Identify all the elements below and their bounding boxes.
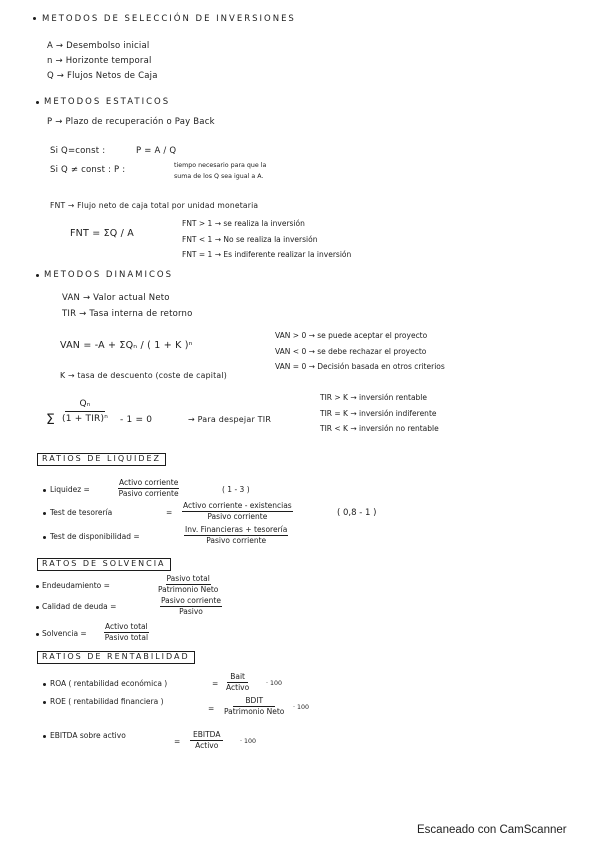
ebitda-eq: = — [174, 737, 181, 746]
endeudamiento-numerator: Pasivo total — [166, 574, 210, 583]
van-rule-lt: VAN < 0 → se debe rechazar el proyecto — [275, 347, 427, 356]
k-def: K → tasa de descuento (coste de capital) — [60, 371, 228, 380]
roa-label: ROA ( rentabilidad económica ) — [50, 679, 168, 688]
tir-rule-gt: TIR > K → inversión rentable — [320, 393, 427, 402]
section-title-rentabilidad: RATIOS DE RENTABILIDAD — [37, 651, 195, 664]
roe-fraction — [224, 697, 284, 715]
bullet — [43, 683, 46, 686]
calidad-label: Calidad de deuda = — [42, 602, 117, 611]
bullet — [43, 512, 46, 515]
fnt-rule-eq: FNT = 1 → Es indiferente realizar la inversión — [182, 250, 352, 259]
liquidez-denominator: Pasivo corriente — [118, 488, 179, 498]
bullet — [36, 606, 39, 609]
fnt-def: FNT → Flujo neto de caja total por unidad monetaria — [50, 201, 259, 210]
van-def: VAN → Valor actual Neto — [62, 293, 170, 303]
roe-label: ROE ( rentabilidad financiera ) — [50, 697, 164, 706]
tir-def: TIR → Tasa interna de retorno — [62, 309, 193, 319]
bullet — [36, 101, 39, 104]
tesoreria-range: ( 0,8 - 1 ) — [337, 508, 377, 518]
tir-sum-symbol: Σ — [46, 412, 55, 428]
roe-denominator: Patrimonio Neto — [224, 706, 285, 716]
tesoreria-eq: = — [166, 508, 173, 517]
solvencia-denominator: Pasivo total — [104, 632, 149, 642]
calidad-fraction — [160, 597, 222, 615]
van-rule-gt: VAN > 0 → se puede aceptar el proyecto — [275, 331, 428, 340]
van-rule-eq: VAN = 0 → Decisión basada en otros criterios — [275, 362, 445, 371]
endeudamiento-fraction — [158, 575, 218, 593]
solvencia-label: Solvencia = — [42, 629, 87, 638]
case1-result: P = A / Q — [136, 146, 177, 156]
liquidez-numerator: Activo corriente — [119, 478, 179, 487]
section-title-liquidez: RATIOS DE LIQUIDEZ — [37, 453, 166, 466]
disponibilidad-numerator: Inv. Financieras + tesorería — [185, 525, 288, 534]
tesoreria-denominator: Pasivo corriente — [207, 511, 268, 521]
case2-result-line1: tiempo necesario para que la — [174, 162, 267, 169]
bullet — [43, 735, 46, 738]
tesoreria-numerator: Activo corriente - existencias — [183, 501, 292, 510]
def-n: n → Horizonte temporal — [47, 56, 152, 66]
fnt-rule-lt: FNT < 1 → No se realiza la inversión — [182, 235, 318, 244]
bullet — [43, 701, 46, 704]
liquidez-range: ( 1 - 3 ) — [222, 485, 250, 494]
tir-rule-lt: TIR < K → inversión no rentable — [320, 424, 439, 433]
roa-fraction — [226, 673, 249, 691]
roe-eq: = — [208, 704, 215, 713]
solvencia-fraction — [104, 623, 149, 641]
bullet — [43, 536, 46, 539]
ebitda-denominator: Activo — [195, 740, 219, 750]
solvencia-numerator: Activo total — [105, 622, 148, 631]
bullet — [33, 17, 36, 20]
roe-numerator: BDIT — [233, 697, 275, 707]
bullet — [43, 489, 46, 492]
tir-purpose: → Para despejar TIR — [188, 415, 272, 424]
case2-result-line2: suma de los Q sea igual a A. — [174, 173, 264, 180]
ebitda-multiplier: · 100 — [240, 738, 257, 745]
roa-eq: = — [212, 679, 219, 688]
tir-denominator: (1 + TIR)ⁿ — [62, 414, 109, 424]
tir-numerator: Qₙ — [65, 400, 104, 412]
roe-multiplier: · 100 — [293, 704, 310, 711]
roa-multiplier: · 100 — [266, 680, 283, 687]
liquidez-fraction — [118, 479, 179, 497]
endeudamiento-label: Endeudamiento = — [42, 581, 110, 590]
payback-def: P → Plazo de recuperación o Pay Back — [47, 117, 215, 127]
disponibilidad-fraction — [184, 526, 288, 544]
bullet — [36, 633, 39, 636]
section-title-solvencia: RATOS DE SOLVENCIA — [37, 558, 171, 571]
roa-denominator: Activo — [226, 682, 250, 692]
liquidez-label: Liquidez = — [50, 485, 90, 494]
tir-tail: - 1 = 0 — [120, 415, 153, 425]
bullet — [36, 585, 39, 588]
fnt-formula: FNT = ΣQ / A — [70, 228, 134, 239]
case1-cond: Si Q=const : — [50, 146, 106, 156]
case2-cond: Si Q ≠ const : P : — [50, 165, 126, 175]
bullet — [36, 274, 39, 277]
van-formula: VAN = -A + ΣQₙ / ( 1 + K )ⁿ — [60, 340, 193, 351]
section-title-dinamicos: METODOS DINAMICOS — [44, 270, 174, 280]
page-title: METODOS DE SELECCIÓN DE INVERSIONES — [42, 14, 296, 24]
tir-rule-eq: TIR = K → inversión indiferente — [320, 409, 437, 418]
ebitda-label: EBITDA sobre activo — [50, 731, 126, 740]
roa-numerator: Bait — [227, 673, 248, 683]
calidad-denominator: Pasivo — [179, 606, 203, 616]
disponibilidad-denominator: Pasivo corriente — [206, 535, 267, 545]
scanner-watermark: Escaneado con CamScanner — [417, 824, 567, 836]
tesoreria-label: Test de tesorería — [50, 508, 113, 517]
def-q: Q → Flujos Netos de Caja — [47, 71, 158, 81]
tir-fraction — [62, 400, 108, 424]
fnt-rule-gt: FNT > 1 → se realiza la inversión — [182, 219, 305, 228]
ebitda-numerator: EBITDA — [190, 731, 223, 741]
endeudamiento-denominator: Patrimonio Neto — [158, 584, 219, 594]
disponibilidad-label: Test de disponibilidad = — [50, 532, 140, 541]
def-a: A → Desembolso inicial — [47, 41, 150, 51]
calidad-numerator: Pasivo corriente — [161, 596, 221, 605]
section-title-estaticos: METODOS ESTATICOS — [44, 97, 171, 107]
ebitda-fraction — [190, 731, 223, 749]
tesoreria-fraction — [182, 502, 293, 520]
